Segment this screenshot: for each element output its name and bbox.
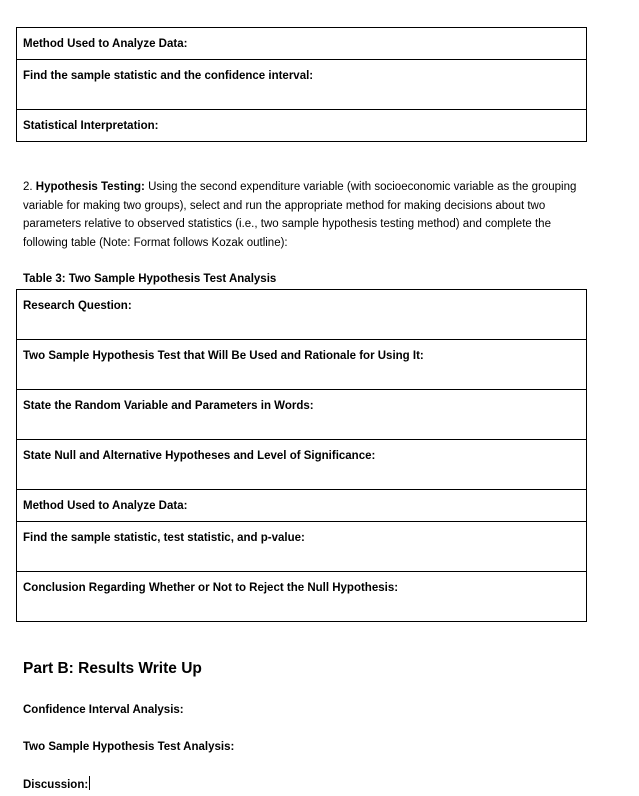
hypothesis-testing-paragraph[interactable]: [23, 178, 583, 252]
hypothesis-test-analysis-label[interactable]: Two Sample Hypothesis Test Analysis:: [23, 741, 235, 753]
table-row[interactable]: [17, 440, 587, 490]
confidence-interval-table: [16, 27, 587, 142]
part-b-heading: Part B: Results Write Up: [23, 660, 202, 677]
table-cell-label: Find the sample statistic and the confidence interval:: [23, 70, 314, 82]
table-cell-label: Method Used to Analyze Data:: [23, 500, 188, 512]
table-cell-label: Find the sample statistic, test statistic, and p-value:: [23, 532, 305, 544]
table-row[interactable]: [17, 110, 587, 142]
table-cell-label: State the Random Variable and Parameters in Words:: [23, 400, 314, 412]
table-cell-label: Conclusion Regarding Whether or Not to Reject the Null Hypothesis:: [23, 582, 399, 594]
table-row[interactable]: [17, 390, 587, 440]
table-row[interactable]: [17, 572, 587, 622]
hypothesis-test-table: [16, 289, 587, 622]
table-cell-label: Statistical Interpretation:: [23, 120, 159, 132]
table-row[interactable]: [17, 490, 587, 522]
section-lead: Hypothesis Testing:: [35, 181, 145, 193]
table-row[interactable]: [17, 28, 587, 60]
text-cursor: [89, 776, 90, 790]
table-cell-label: Research Question:: [23, 300, 132, 312]
table-row[interactable]: [17, 340, 587, 390]
confidence-interval-analysis-label[interactable]: Confidence Interval Analysis:: [23, 704, 184, 716]
discussion-label-text: Discussion:: [23, 779, 89, 791]
discussion-label[interactable]: [23, 776, 90, 792]
table-row[interactable]: [17, 290, 587, 340]
table-cell-label: State Null and Alternative Hypotheses and Level of Significance:: [23, 450, 376, 462]
section-number: 2.: [23, 181, 33, 193]
table-row[interactable]: [17, 522, 587, 572]
table-cell-label: Method Used to Analyze Data:: [23, 38, 188, 50]
table-caption: Table 3: Two Sample Hypothesis Test Analysis: [23, 273, 277, 285]
table-row[interactable]: [17, 60, 587, 110]
section-text: Using the second expenditure variable (with socioeconomic variable as the grouping variable for making two groups), select and run the appropriate method for making decisions about two parameters relative to observed statistics (i.e., two sample hypothesis testing method) and complete the following table (Note: Format follows Kozak outline):: [23, 181, 577, 249]
table-cell-label: Two Sample Hypothesis Test that Will Be Used and Rationale for Using It:: [23, 350, 424, 362]
